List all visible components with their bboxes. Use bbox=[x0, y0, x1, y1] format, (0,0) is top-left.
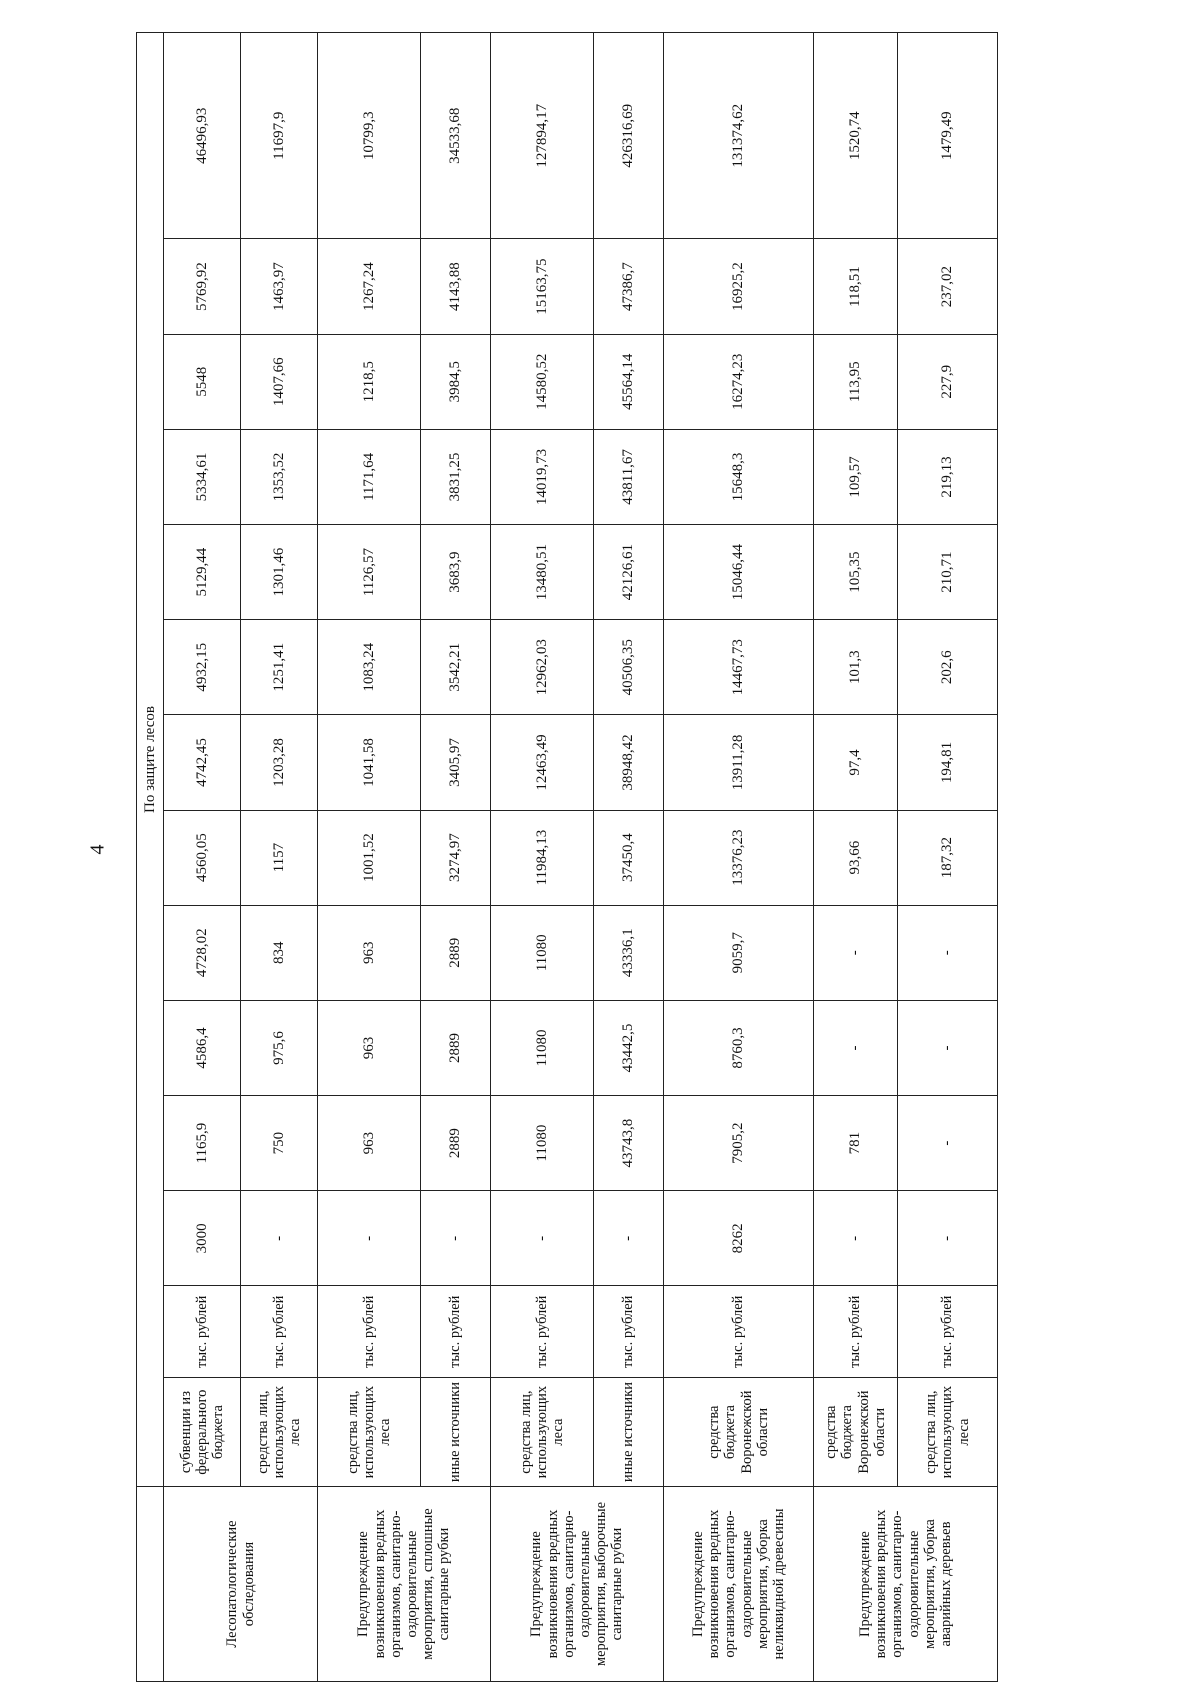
value-cell: 1203,28 bbox=[241, 715, 318, 810]
unit-cell: тыс. рублей bbox=[318, 1286, 421, 1378]
rotated-table-container bbox=[136, 32, 1106, 1682]
value-cell: 237,02 bbox=[898, 239, 998, 334]
unit-cell: тыс. рублей bbox=[594, 1286, 664, 1378]
value-cell: 4932,15 bbox=[164, 620, 241, 715]
value-cell: 43811,67 bbox=[594, 429, 664, 524]
table-row bbox=[898, 33, 998, 1682]
value-cell: 1251,41 bbox=[241, 620, 318, 715]
table-row bbox=[164, 33, 241, 1682]
value-cell: 97,4 bbox=[814, 715, 898, 810]
value-cell: - bbox=[594, 1191, 664, 1286]
value-cell: 16925,2 bbox=[664, 239, 814, 334]
section-header-row bbox=[137, 33, 164, 1682]
unit-cell: тыс. рублей bbox=[421, 1286, 491, 1378]
value-cell: 14019,73 bbox=[491, 429, 594, 524]
value-cell: 4143,88 bbox=[421, 239, 491, 334]
unit-cell: тыс. рублей bbox=[898, 1286, 998, 1378]
value-cell: 109,57 bbox=[814, 429, 898, 524]
activity-cell: Лесопатологические обследования bbox=[164, 1487, 318, 1682]
value-cell: 1126,57 bbox=[318, 525, 421, 620]
value-cell: - bbox=[814, 1000, 898, 1095]
value-cell: 118,51 bbox=[814, 239, 898, 334]
value-cell: 37450,4 bbox=[594, 810, 664, 905]
funding-source-cell: субвенции из федерального бюджета bbox=[164, 1378, 241, 1487]
value-cell: 194,81 bbox=[898, 715, 998, 810]
value-cell: 2889 bbox=[421, 905, 491, 1000]
value-cell: 14580,52 bbox=[491, 334, 594, 429]
value-cell: 1407,66 bbox=[241, 334, 318, 429]
value-cell: 12962,03 bbox=[491, 620, 594, 715]
value-cell: 3274,97 bbox=[421, 810, 491, 905]
value-cell: 781 bbox=[814, 1096, 898, 1191]
value-cell: 3405,97 bbox=[421, 715, 491, 810]
value-cell: 1083,24 bbox=[318, 620, 421, 715]
funding-source-cell: средства лиц, использующих леса bbox=[241, 1378, 318, 1487]
value-cell: 13480,51 bbox=[491, 525, 594, 620]
total-cell: 131374,62 bbox=[664, 33, 814, 240]
activity-cell: Предупреждение возникновения вредных организмов, санитарно-оздоровительные мероприятия, уборка аварийных деревьев bbox=[814, 1487, 998, 1682]
value-cell: 45564,14 bbox=[594, 334, 664, 429]
value-cell: 40506,35 bbox=[594, 620, 664, 715]
forest-protection-table bbox=[136, 32, 998, 1682]
value-cell: 1267,24 bbox=[318, 239, 421, 334]
unit-cell: тыс. рублей bbox=[491, 1286, 594, 1378]
total-cell: 127894,17 bbox=[491, 33, 594, 240]
total-cell: 1479,49 bbox=[898, 33, 998, 240]
value-cell: 43442,5 bbox=[594, 1000, 664, 1095]
total-cell: 1520,74 bbox=[814, 33, 898, 240]
table-row bbox=[241, 33, 318, 1682]
funding-source-cell: средства лиц, использующих леса bbox=[898, 1378, 998, 1487]
value-cell: 11080 bbox=[491, 1000, 594, 1095]
value-cell: 9059,7 bbox=[664, 905, 814, 1000]
total-cell: 34533,68 bbox=[421, 33, 491, 240]
value-cell: - bbox=[491, 1191, 594, 1286]
unit-cell: тыс. рублей bbox=[814, 1286, 898, 1378]
empty-cell bbox=[137, 1487, 164, 1682]
funding-source-cell: средства бюджета Воронежской области bbox=[814, 1378, 898, 1487]
value-cell: 47386,7 bbox=[594, 239, 664, 334]
funding-source-cell: иные источники bbox=[594, 1378, 664, 1487]
value-cell: 5769,92 bbox=[164, 239, 241, 334]
value-cell: - bbox=[898, 1191, 998, 1286]
value-cell: 93,66 bbox=[814, 810, 898, 905]
page-number: 4 bbox=[86, 844, 109, 855]
value-cell: 8262 bbox=[664, 1191, 814, 1286]
value-cell: 5129,44 bbox=[164, 525, 241, 620]
value-cell: 975,6 bbox=[241, 1000, 318, 1095]
table-row bbox=[814, 33, 898, 1682]
value-cell: - bbox=[898, 1000, 998, 1095]
section-title: По защите лесов bbox=[137, 33, 164, 1487]
value-cell: 202,6 bbox=[898, 620, 998, 715]
value-cell: 11984,13 bbox=[491, 810, 594, 905]
value-cell: 1171,64 bbox=[318, 429, 421, 524]
value-cell: 219,13 bbox=[898, 429, 998, 524]
value-cell: 750 bbox=[241, 1096, 318, 1191]
value-cell: 1463,97 bbox=[241, 239, 318, 334]
value-cell: 3000 bbox=[164, 1191, 241, 1286]
value-cell: 38948,42 bbox=[594, 715, 664, 810]
value-cell: 5334,61 bbox=[164, 429, 241, 524]
funding-source-cell: средства лиц, использующих леса bbox=[491, 1378, 594, 1487]
value-cell: 43743,8 bbox=[594, 1096, 664, 1191]
value-cell: 13911,28 bbox=[664, 715, 814, 810]
total-cell: 46496,93 bbox=[164, 33, 241, 240]
value-cell: - bbox=[241, 1191, 318, 1286]
activity-cell: Предупреждение возникновения вредных организмов, санитарно-оздоровительные мероприятия, уборка неликвидной древесины bbox=[664, 1487, 814, 1682]
value-cell: 14467,73 bbox=[664, 620, 814, 715]
value-cell: - bbox=[421, 1191, 491, 1286]
value-cell: 3984,5 bbox=[421, 334, 491, 429]
value-cell: 1041,58 bbox=[318, 715, 421, 810]
value-cell: 105,35 bbox=[814, 525, 898, 620]
value-cell: 101,3 bbox=[814, 620, 898, 715]
total-cell: 10799,3 bbox=[318, 33, 421, 240]
value-cell: 2889 bbox=[421, 1096, 491, 1191]
value-cell: - bbox=[898, 1096, 998, 1191]
value-cell: 3542,21 bbox=[421, 620, 491, 715]
value-cell: 16274,23 bbox=[664, 334, 814, 429]
activity-cell: Предупреждение возникновения вредных организмов, санитарно-оздоровительные мероприятия, выборочные санитарные рубки bbox=[491, 1487, 664, 1682]
value-cell: 15163,75 bbox=[491, 239, 594, 334]
value-cell: 11080 bbox=[491, 905, 594, 1000]
value-cell: 4560,05 bbox=[164, 810, 241, 905]
total-cell: 426316,69 bbox=[594, 33, 664, 240]
value-cell: 210,71 bbox=[898, 525, 998, 620]
table-row bbox=[664, 33, 814, 1682]
rotated-table-sheet bbox=[136, 32, 1106, 1682]
value-cell: - bbox=[814, 905, 898, 1000]
value-cell: 5548 bbox=[164, 334, 241, 429]
table-row bbox=[594, 33, 664, 1682]
value-cell: 834 bbox=[241, 905, 318, 1000]
table-row bbox=[491, 33, 594, 1682]
value-cell: - bbox=[318, 1191, 421, 1286]
value-cell: 4586,4 bbox=[164, 1000, 241, 1095]
value-cell: 15648,3 bbox=[664, 429, 814, 524]
value-cell: 11080 bbox=[491, 1096, 594, 1191]
value-cell: 1165,9 bbox=[164, 1096, 241, 1191]
total-cell: 11697,9 bbox=[241, 33, 318, 240]
value-cell: 42126,61 bbox=[594, 525, 664, 620]
value-cell: 113,95 bbox=[814, 334, 898, 429]
value-cell: 963 bbox=[318, 905, 421, 1000]
value-cell: 8760,3 bbox=[664, 1000, 814, 1095]
value-cell: 2889 bbox=[421, 1000, 491, 1095]
table-row bbox=[421, 33, 491, 1682]
value-cell: - bbox=[898, 905, 998, 1000]
funding-source-cell: иные источники bbox=[421, 1378, 491, 1487]
value-cell: 4728,02 bbox=[164, 905, 241, 1000]
value-cell: 1157 bbox=[241, 810, 318, 905]
value-cell: 963 bbox=[318, 1000, 421, 1095]
value-cell: - bbox=[814, 1191, 898, 1286]
funding-source-cell: средства бюджета Воронежской области bbox=[664, 1378, 814, 1487]
unit-cell: тыс. рублей bbox=[664, 1286, 814, 1378]
value-cell: 43336,1 bbox=[594, 905, 664, 1000]
value-cell: 15046,44 bbox=[664, 525, 814, 620]
value-cell: 1301,46 bbox=[241, 525, 318, 620]
value-cell: 12463,49 bbox=[491, 715, 594, 810]
unit-cell: тыс. рублей bbox=[164, 1286, 241, 1378]
value-cell: 227,9 bbox=[898, 334, 998, 429]
activity-cell: Предупреждение возникновения вредных организмов, санитарно-оздоровительные мероприятия, сплошные санитарные рубки bbox=[318, 1487, 491, 1682]
value-cell: 3683,9 bbox=[421, 525, 491, 620]
table-row bbox=[318, 33, 421, 1682]
value-cell: 187,32 bbox=[898, 810, 998, 905]
unit-cell: тыс. рублей bbox=[241, 1286, 318, 1378]
value-cell: 1001,52 bbox=[318, 810, 421, 905]
value-cell: 1218,5 bbox=[318, 334, 421, 429]
value-cell: 13376,23 bbox=[664, 810, 814, 905]
value-cell: 7905,2 bbox=[664, 1096, 814, 1191]
value-cell: 1353,52 bbox=[241, 429, 318, 524]
value-cell: 3831,25 bbox=[421, 429, 491, 524]
value-cell: 963 bbox=[318, 1096, 421, 1191]
value-cell: 4742,45 bbox=[164, 715, 241, 810]
funding-source-cell: средства лиц, использующих леса bbox=[318, 1378, 421, 1487]
